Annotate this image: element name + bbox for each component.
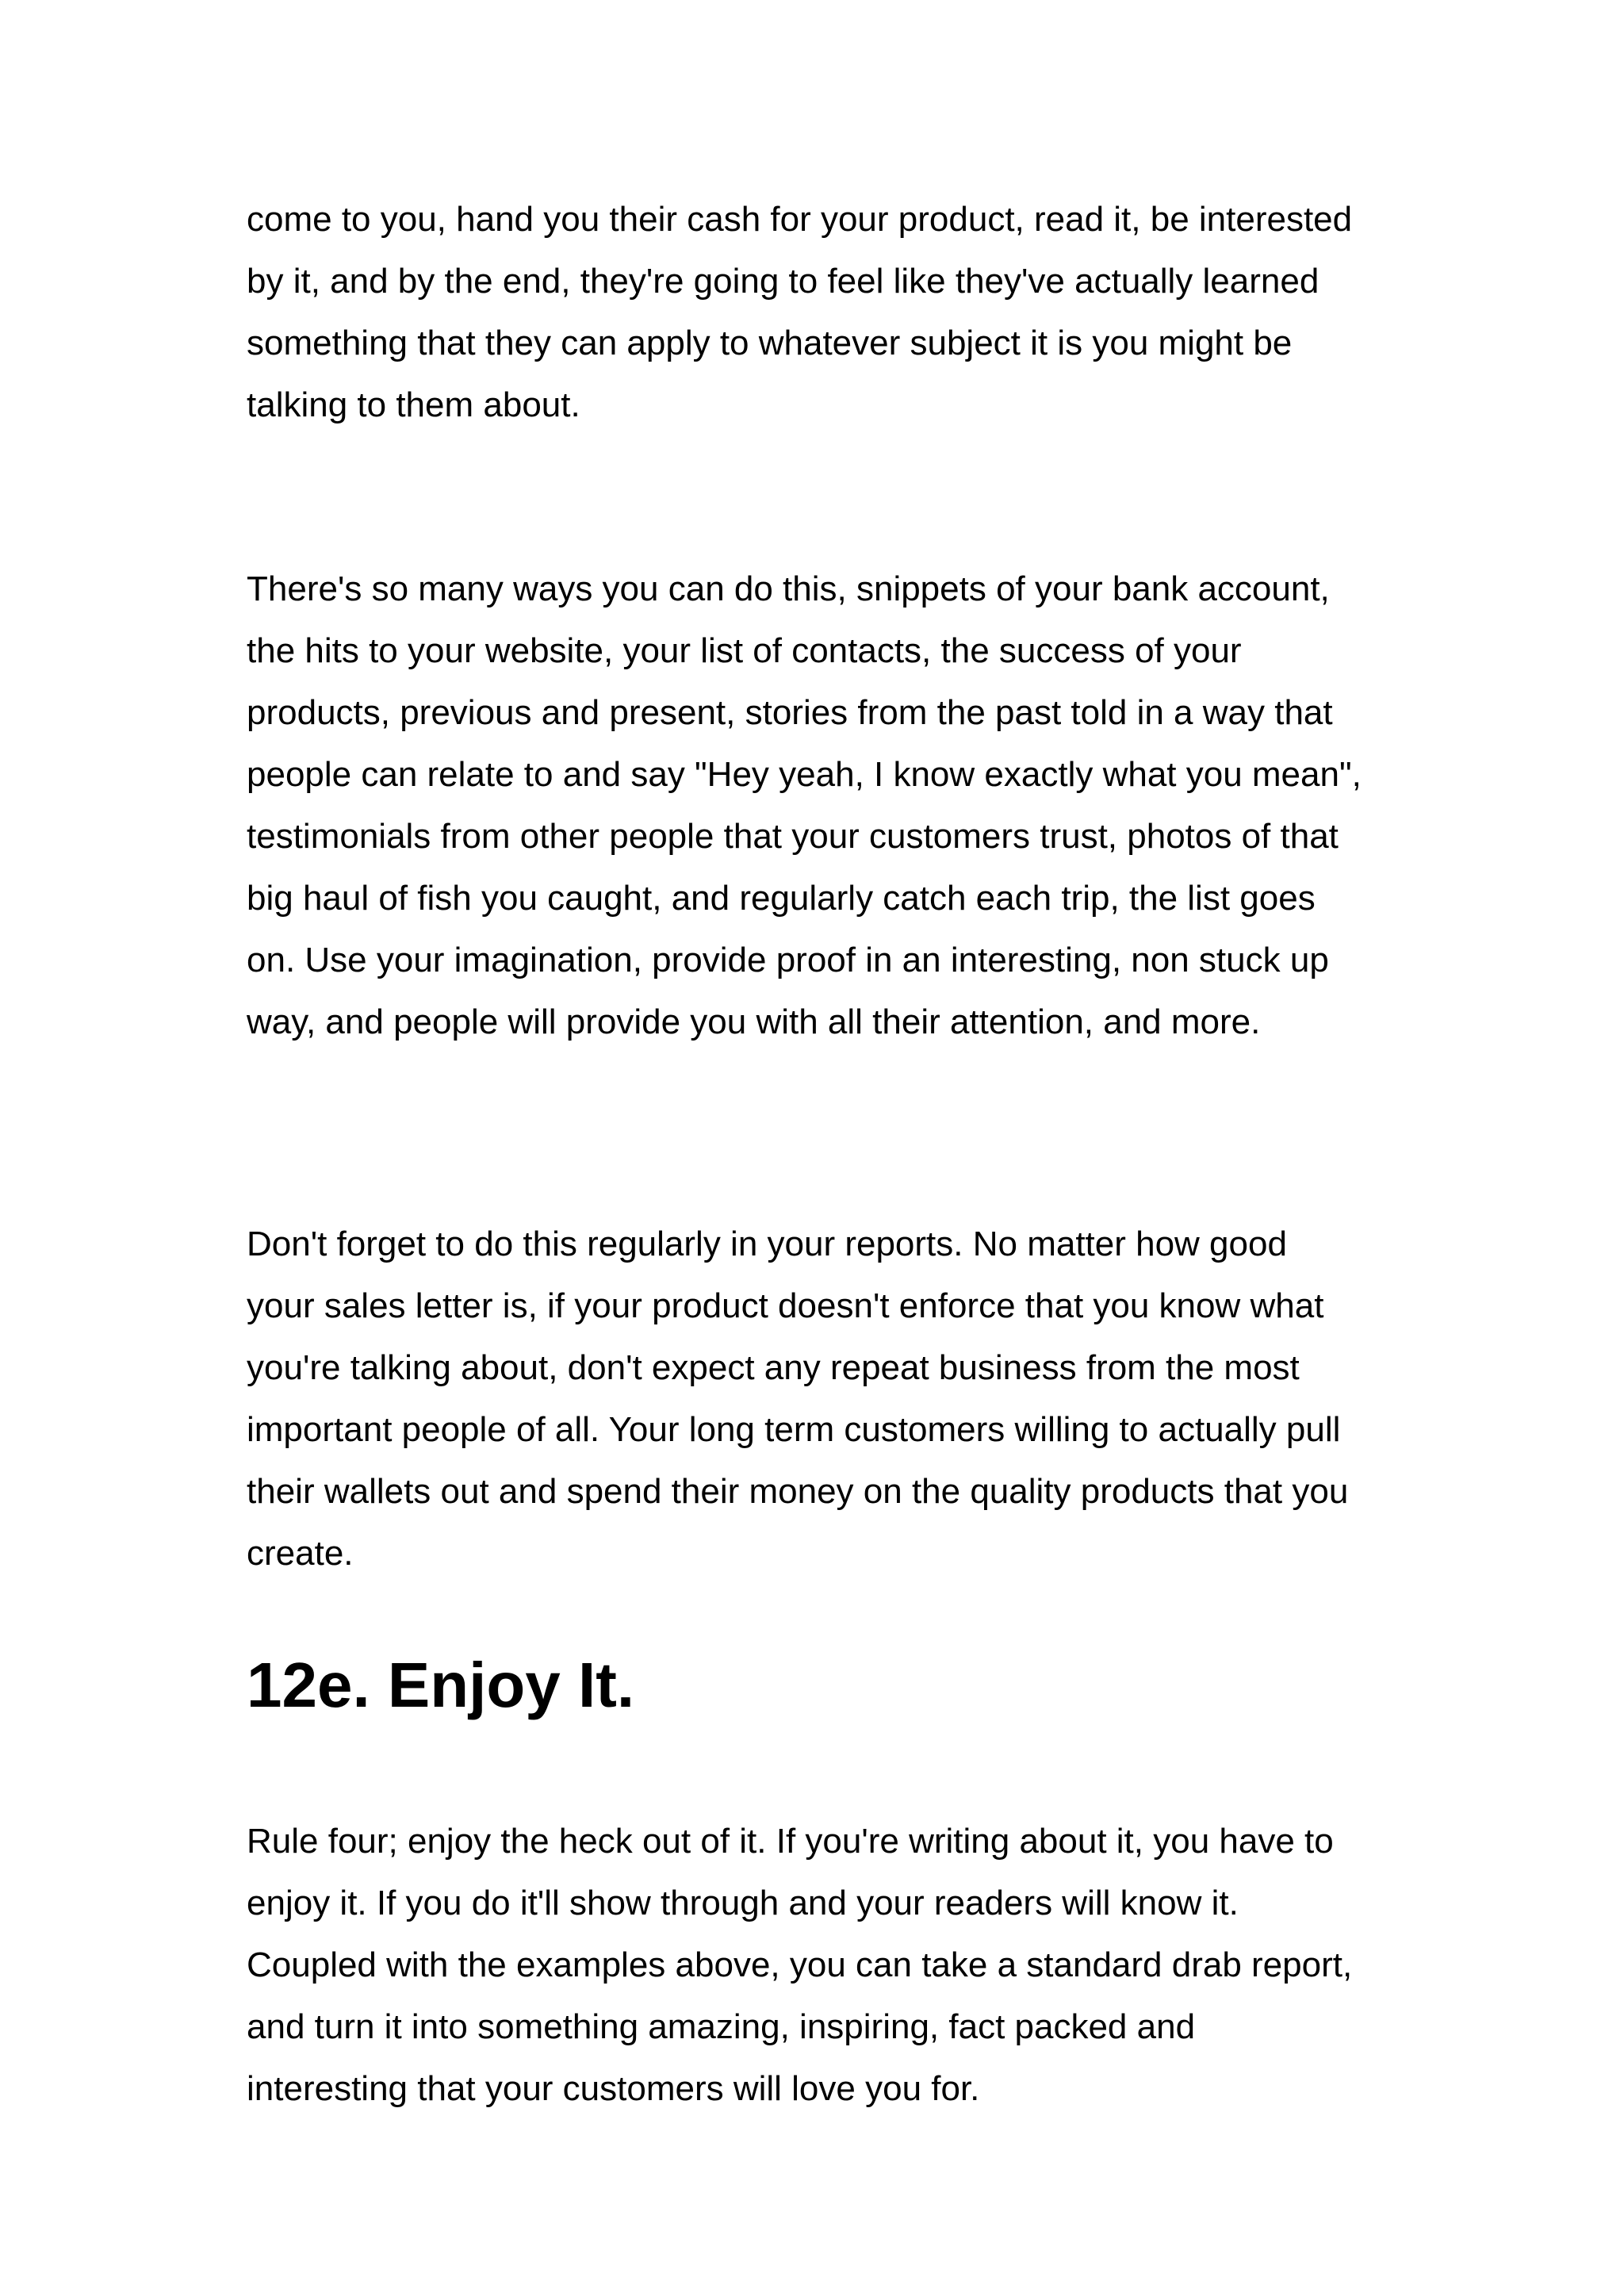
body-paragraph: Rule four; enjoy the heck out of it. If you're writing about it, you have to enjoy it. If you do it'll show through and your readers will know it. Coupled with the examples above, you can take a standard drab report, and turn it into something amazing, inspiring, fact packed and interesting that your customers will love you for. — [247, 1822, 1353, 2108]
body-paragraph: Don't forget to do this regularly in your reports. No matter how good your sales letter is, if your product doesn't enforce that you know what you're talking about, don't expect any repeat business from the most important people of all. Your long term customers willing to actually pull their wallets out and spend their money on the quality products that you create. — [247, 1225, 1349, 1573]
body-paragraph: come to you, hand you their cash for your product, read it, be interested by it, and by the end, they're going to feel like they've actually learned something that they can apply to whatever subject it is you might be talking to them about. — [247, 200, 1353, 424]
body-paragraph: There's so many ways you can do this, snippets of your bank account, the hits to your website, your list of contacts, the success of your products, previous and present, stories from the past told in a way that people can relate to and say "Hey yeah, I know exactly what you mean", testimonials from other people that your customers trust, photos of that big haul of fish you caught, and regularly catch each trip, the list goes on. Use your imagination, provide proof in an interesting, non stuck up way, and people will provide you with all their attention, and more. — [247, 569, 1362, 1041]
section-heading: 12e. Enjoy It. — [247, 1650, 635, 1720]
